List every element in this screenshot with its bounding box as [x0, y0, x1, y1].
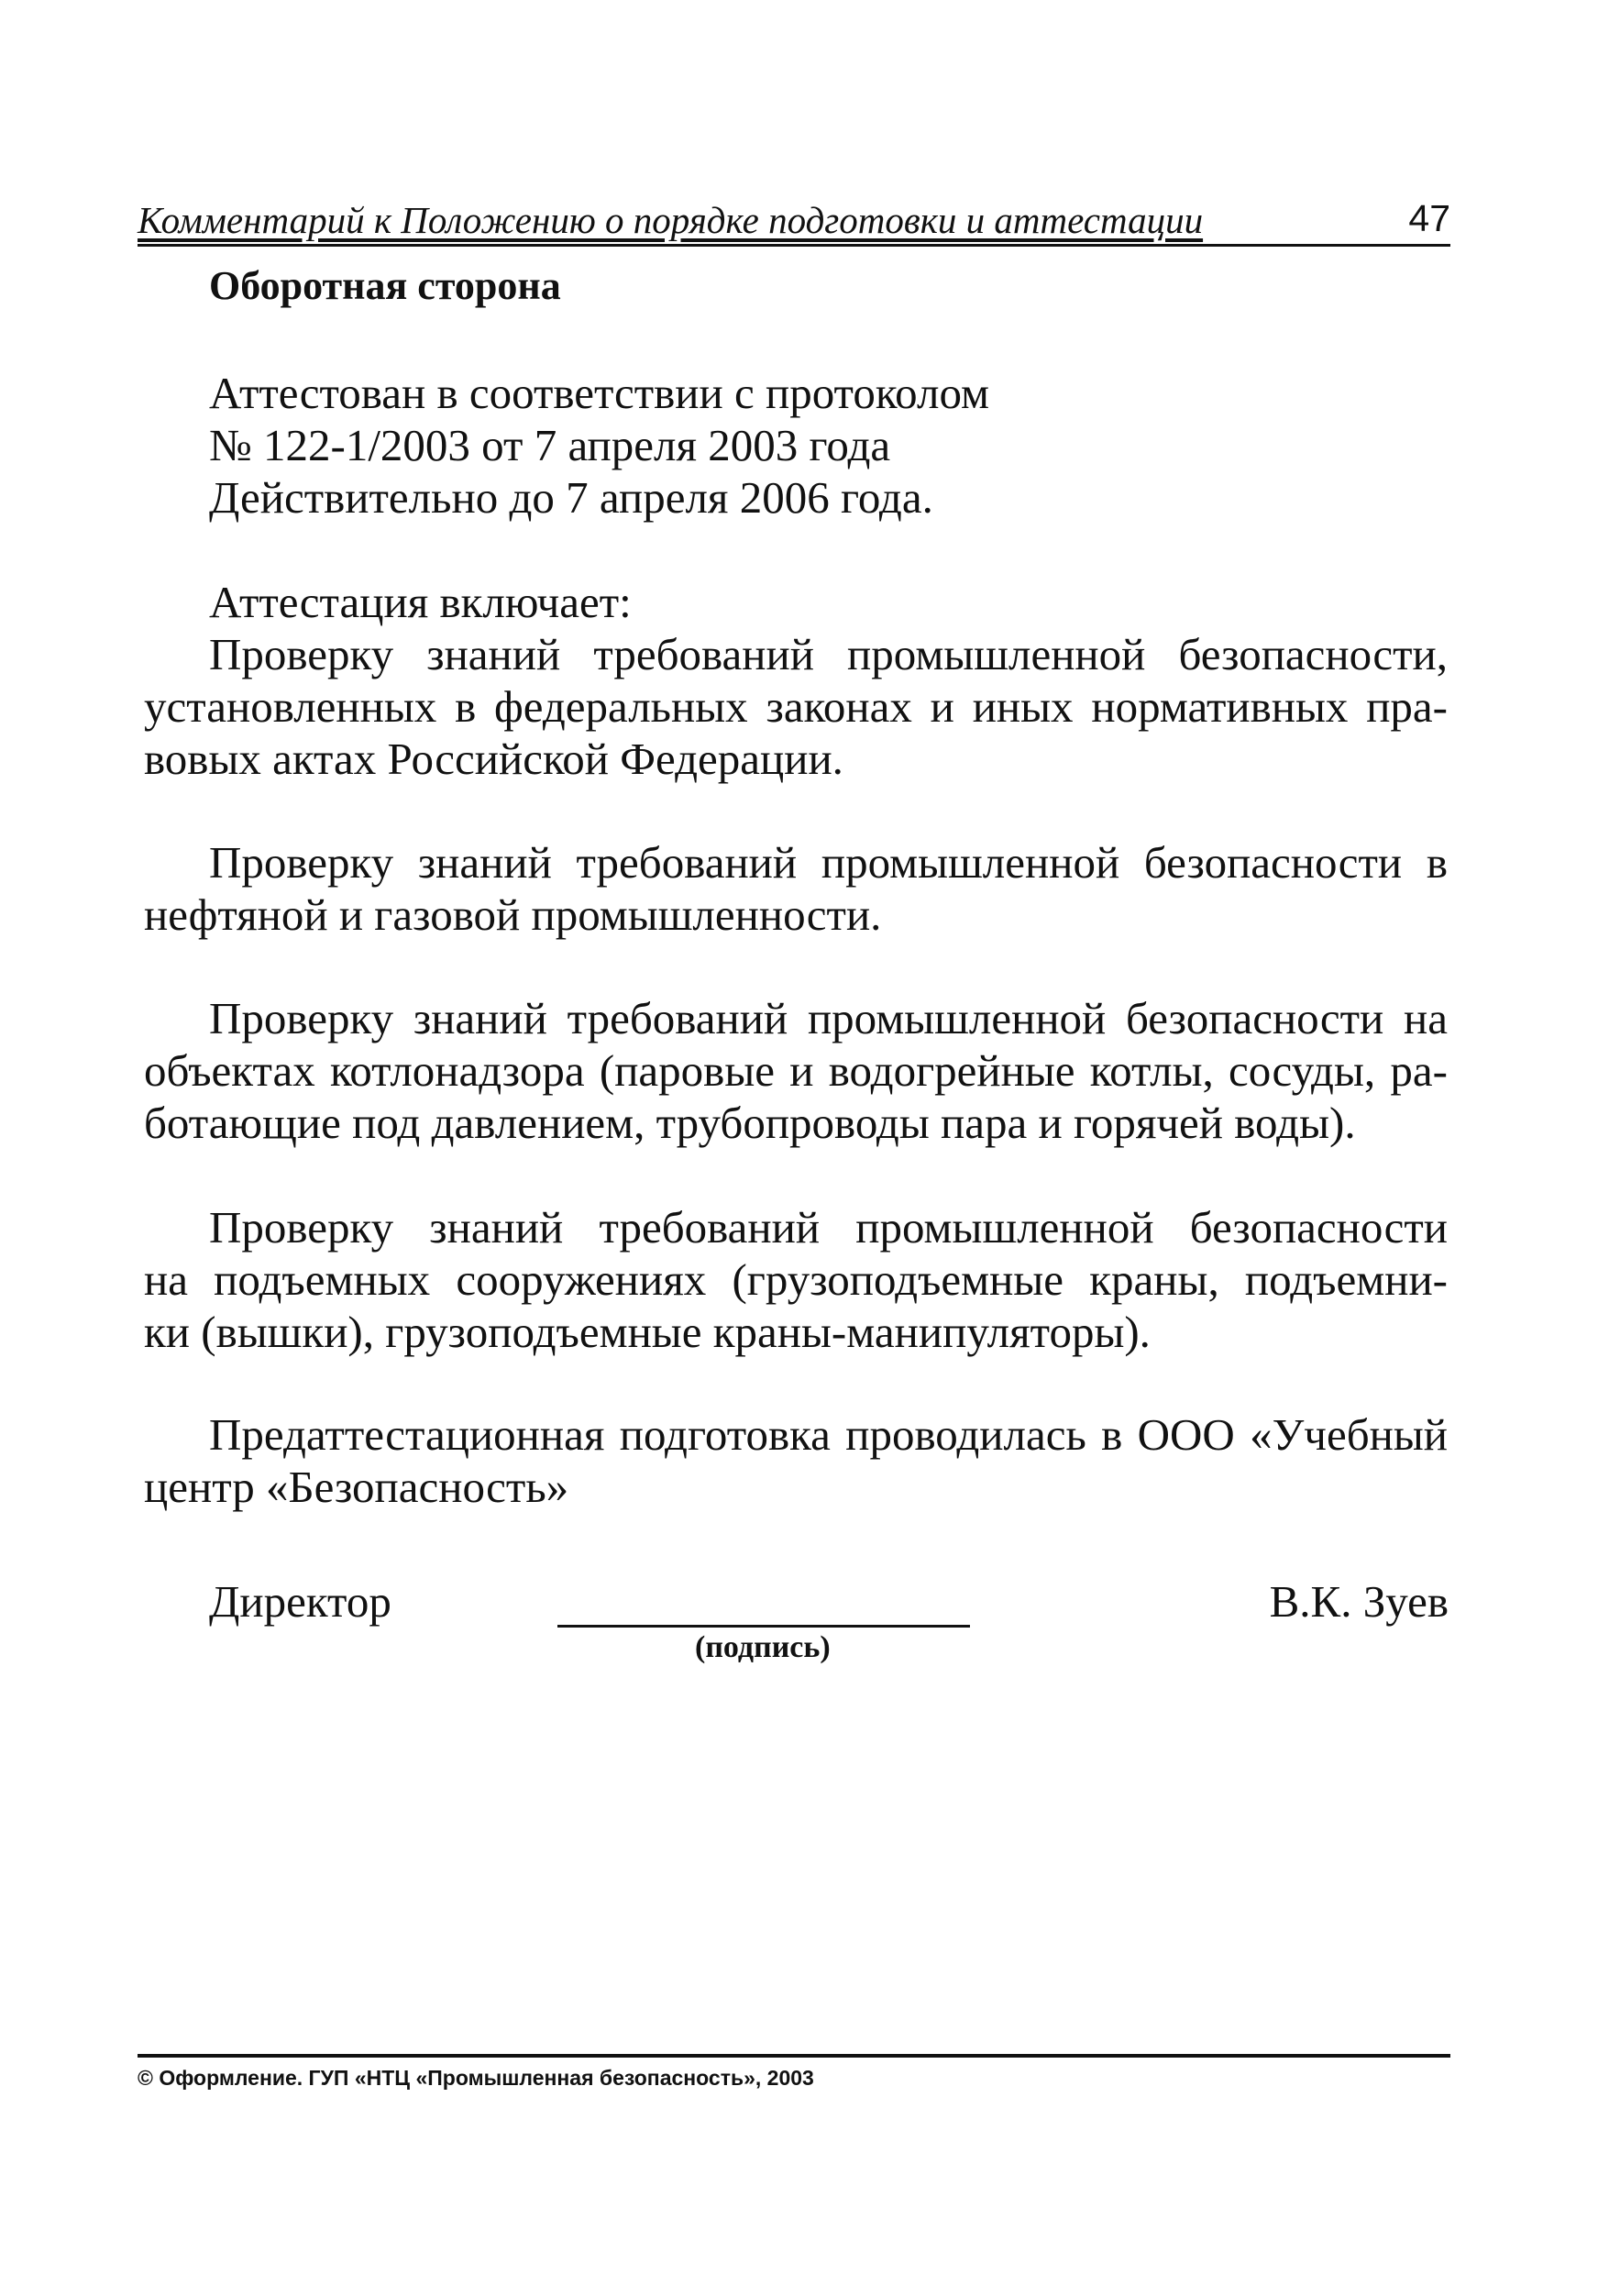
requirement-line: вовых актах Российской Федерации. [144, 734, 843, 784]
requirement-item [144, 992, 1448, 1149]
signatory-name: В.К. Зуев [1269, 1576, 1449, 1627]
section-heading: Оборотная сторона [209, 263, 561, 308]
requirement-line: Проверку знаний требований промышленной безопасности [209, 1202, 1448, 1253]
page-number: 47 [1408, 197, 1450, 239]
running-header [138, 189, 1450, 247]
requirement-line: нефтяной и газовой промышленности. [144, 889, 882, 940]
signatory-role: Директор [209, 1576, 391, 1627]
requirement-line: на подъемных сооружениях (грузоподъемные краны, подъемни- [144, 1254, 1448, 1305]
requirement-item [144, 1201, 1448, 1358]
includes-label-block [144, 576, 1448, 628]
signature-caption: (подпись) [695, 1630, 831, 1664]
requirement-line: установленных в федеральных законах и иных нормативных пра- [144, 681, 1448, 732]
footer-divider [138, 2054, 1450, 2058]
requirement-line: объектах котлонадзора (паровые и водогрейные котлы, сосуды, ра- [144, 1045, 1448, 1096]
signature-line [557, 1625, 970, 1628]
includes-label: Аттестация включает: [209, 577, 632, 627]
attestation-line: Аттестован в соответствии с протоколом [209, 368, 990, 418]
requirement-line: Проверку знаний требований промышленной безопасности, [209, 629, 1448, 679]
training-line: Предаттестационная подготовка проводилась в ООО «Учебный [209, 1409, 1448, 1460]
requirement-item [144, 836, 1448, 941]
requirement-line: Проверку знаний требований промышленной безопасности на [209, 993, 1448, 1043]
requirement-line: Проверку знаний требований промышленной безопасности в [209, 837, 1448, 888]
running-header-title: Комментарий к Положению о порядке подготовки и аттестации [138, 199, 1204, 241]
attestation-block [144, 367, 1448, 524]
training-line: центр «Безопасность» [144, 1462, 569, 1512]
attestation-line: № 122-1/2003 от 7 апреля 2003 года [209, 420, 891, 470]
copyright-footer: © Оформление. ГУП «НТЦ «Промышленная безопасность», 2003 [138, 2066, 814, 2090]
attestation-line: Действительно до 7 апреля 2006 года. [209, 472, 933, 523]
training-block [144, 1408, 1448, 1513]
requirement-item [144, 628, 1448, 785]
requirement-line: ки (вышки), грузоподъемные краны-манипуляторы). [144, 1307, 1151, 1357]
requirement-line: ботающие под давлением, трубопроводы пара и горячей воды). [144, 1098, 1356, 1148]
